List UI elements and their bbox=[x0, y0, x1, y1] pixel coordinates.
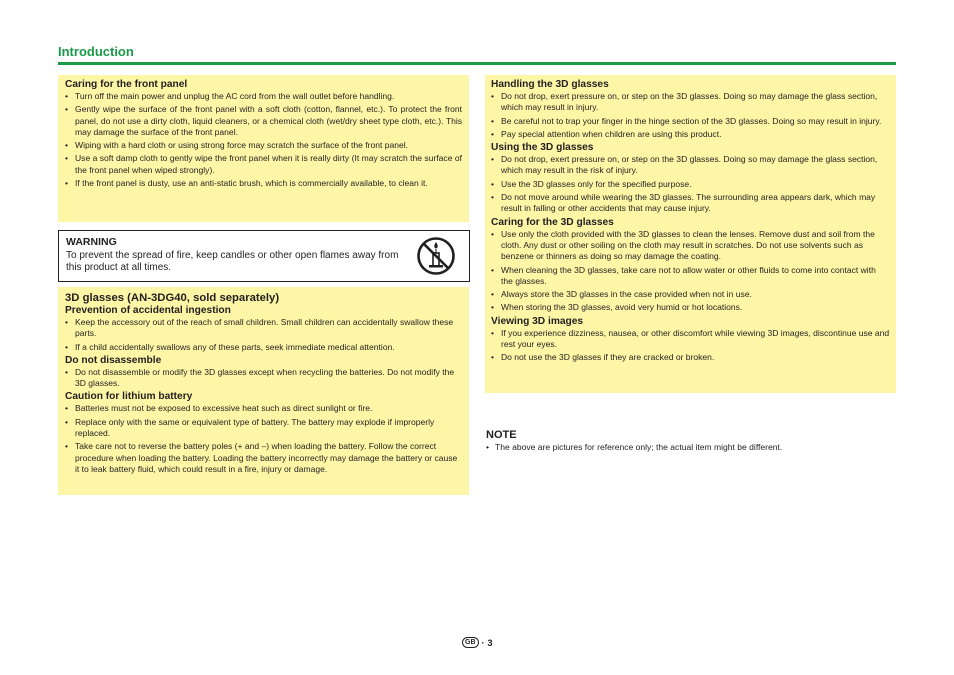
glasses-box bbox=[58, 287, 469, 495]
list-item: • Do not use the 3D glasses if they are cracked or broken. bbox=[491, 352, 890, 363]
section-heading: Using the 3D glasses bbox=[491, 142, 594, 154]
note-list bbox=[486, 442, 896, 455]
section-list bbox=[65, 367, 462, 390]
section-heading: Caring for the 3D glasses bbox=[491, 216, 614, 228]
page-section-title: Introduction bbox=[58, 44, 134, 59]
section-heading: Handling the 3D glasses bbox=[491, 79, 609, 90]
section-list bbox=[65, 317, 462, 353]
section-list bbox=[491, 154, 890, 214]
page-separator: · bbox=[481, 637, 485, 648]
list-item: • Use only the cloth provided with the 3D glasses to clean the lenses. Remove dust and soil from the cloth. Any dust or other soiling on the cloth may result in scratches. Do not use solvents such as benzene or thinners as doing so may damage the coating. bbox=[491, 229, 890, 263]
list-item: • Be careful not to trap your finger in the hinge section of the 3D glasses. Doing so may result in injury. bbox=[491, 116, 890, 127]
section-list bbox=[491, 229, 890, 314]
section-list bbox=[491, 91, 890, 140]
no-candle-icon bbox=[416, 236, 456, 276]
section-heading: Viewing 3D images bbox=[491, 315, 584, 327]
section-list bbox=[65, 403, 462, 475]
glasses-care-box bbox=[485, 75, 896, 393]
list-item: • The above are pictures for reference only; the actual item might be different. bbox=[486, 442, 896, 453]
warning-box bbox=[58, 230, 470, 282]
glasses-title: 3D glasses (AN-3DG40, sold separately) bbox=[65, 292, 280, 304]
section-heading: Caution for lithium battery bbox=[65, 391, 193, 403]
warning-title: WARNING bbox=[66, 236, 117, 248]
list-item: • Always store the 3D glasses in the case provided when not in use. bbox=[491, 289, 890, 300]
list-item: • Do not move around while wearing the 3D glasses. The surrounding area appears dark, which may result in falling or other accidents that may cause injury. bbox=[491, 192, 890, 215]
list-item: • Turn off the main power and unplug the AC cord from the wall outlet before handling. bbox=[65, 91, 462, 102]
section-heading: Do not disassemble bbox=[65, 354, 162, 366]
list-item: • If a child accidentally swallows any of these parts, seek immediate medical attention. bbox=[65, 342, 462, 353]
list-item: • Use the 3D glasses only for the specified purpose. bbox=[491, 179, 890, 190]
front-panel-heading: Caring for the front panel bbox=[65, 79, 188, 90]
note-title: NOTE bbox=[486, 429, 517, 441]
list-item: • Do not drop, exert pressure on, or step on the 3D glasses. Doing so may damage the glass section, which may result in injury. bbox=[491, 91, 890, 114]
list-item: • Gently wipe the surface of the front panel with a soft cloth (cotton, flannel, etc.). To protect the front panel, do not use a dirty cloth, liquid cleaners, or a chemical cloth (wet/dry sheet type cloth, etc.). This may damage the surface of the front panel. bbox=[65, 104, 462, 138]
page-footer bbox=[462, 637, 493, 648]
list-item: • Keep the accessory out of the reach of small children. Small children can accidentally swallow these parts. bbox=[65, 317, 462, 340]
region-badge: GB bbox=[462, 637, 479, 648]
header-rule bbox=[58, 62, 896, 65]
section-list bbox=[491, 328, 890, 364]
list-item: • If the front panel is dusty, use an anti-static brush, which is commercially available, to clean it. bbox=[65, 178, 462, 189]
page-number: 3 bbox=[487, 637, 493, 648]
list-item: • Pay special attention when children are using this product. bbox=[491, 129, 890, 140]
list-item: • Replace only with the same or equivalent type of battery. The battery may explode if improperly replaced. bbox=[65, 417, 462, 440]
warning-text: To prevent the spread of fire, keep candles or other open flames away from this product at all times. bbox=[66, 250, 399, 274]
section-heading: Prevention of accidental ingestion bbox=[65, 305, 231, 316]
front-panel-list bbox=[65, 91, 462, 189]
front-panel-box bbox=[58, 75, 469, 222]
list-item: • Batteries must not be exposed to excessive heat such as direct sunlight or fire. bbox=[65, 403, 462, 414]
list-item: • When cleaning the 3D glasses, take care not to allow water or other fluids to come into contact with the glasses. bbox=[491, 265, 890, 288]
list-item: • Wiping with a hard cloth or using strong force may scratch the surface of the front panel. bbox=[65, 140, 462, 151]
list-item: • If you experience dizziness, nausea, or other discomfort while viewing 3D images, discontinue use and rest your eyes. bbox=[491, 328, 890, 351]
list-item: • When storing the 3D glasses, avoid very humid or hot locations. bbox=[491, 302, 890, 313]
list-item: • Do not disassemble or modify the 3D glasses except when recycling the batteries. Do not modify the 3D glasses. bbox=[65, 367, 462, 390]
list-item: • Do not drop, exert pressure on, or step on the 3D glasses. Doing so may damage the glass section, which may result in the risk of injury. bbox=[491, 154, 890, 177]
list-item: • Take care not to reverse the battery poles (+ and –) when loading the battery. Follow the correct procedure when loading the battery. Loading the battery incorrectly may damage the battery or cause it to leak battery fluid, which could result in a fire, injury or damage. bbox=[65, 441, 462, 475]
list-item: • Use a soft damp cloth to gently wipe the front panel when it is really dirty (It may scratch the surface of the front panel when wiped strongly). bbox=[65, 153, 462, 176]
